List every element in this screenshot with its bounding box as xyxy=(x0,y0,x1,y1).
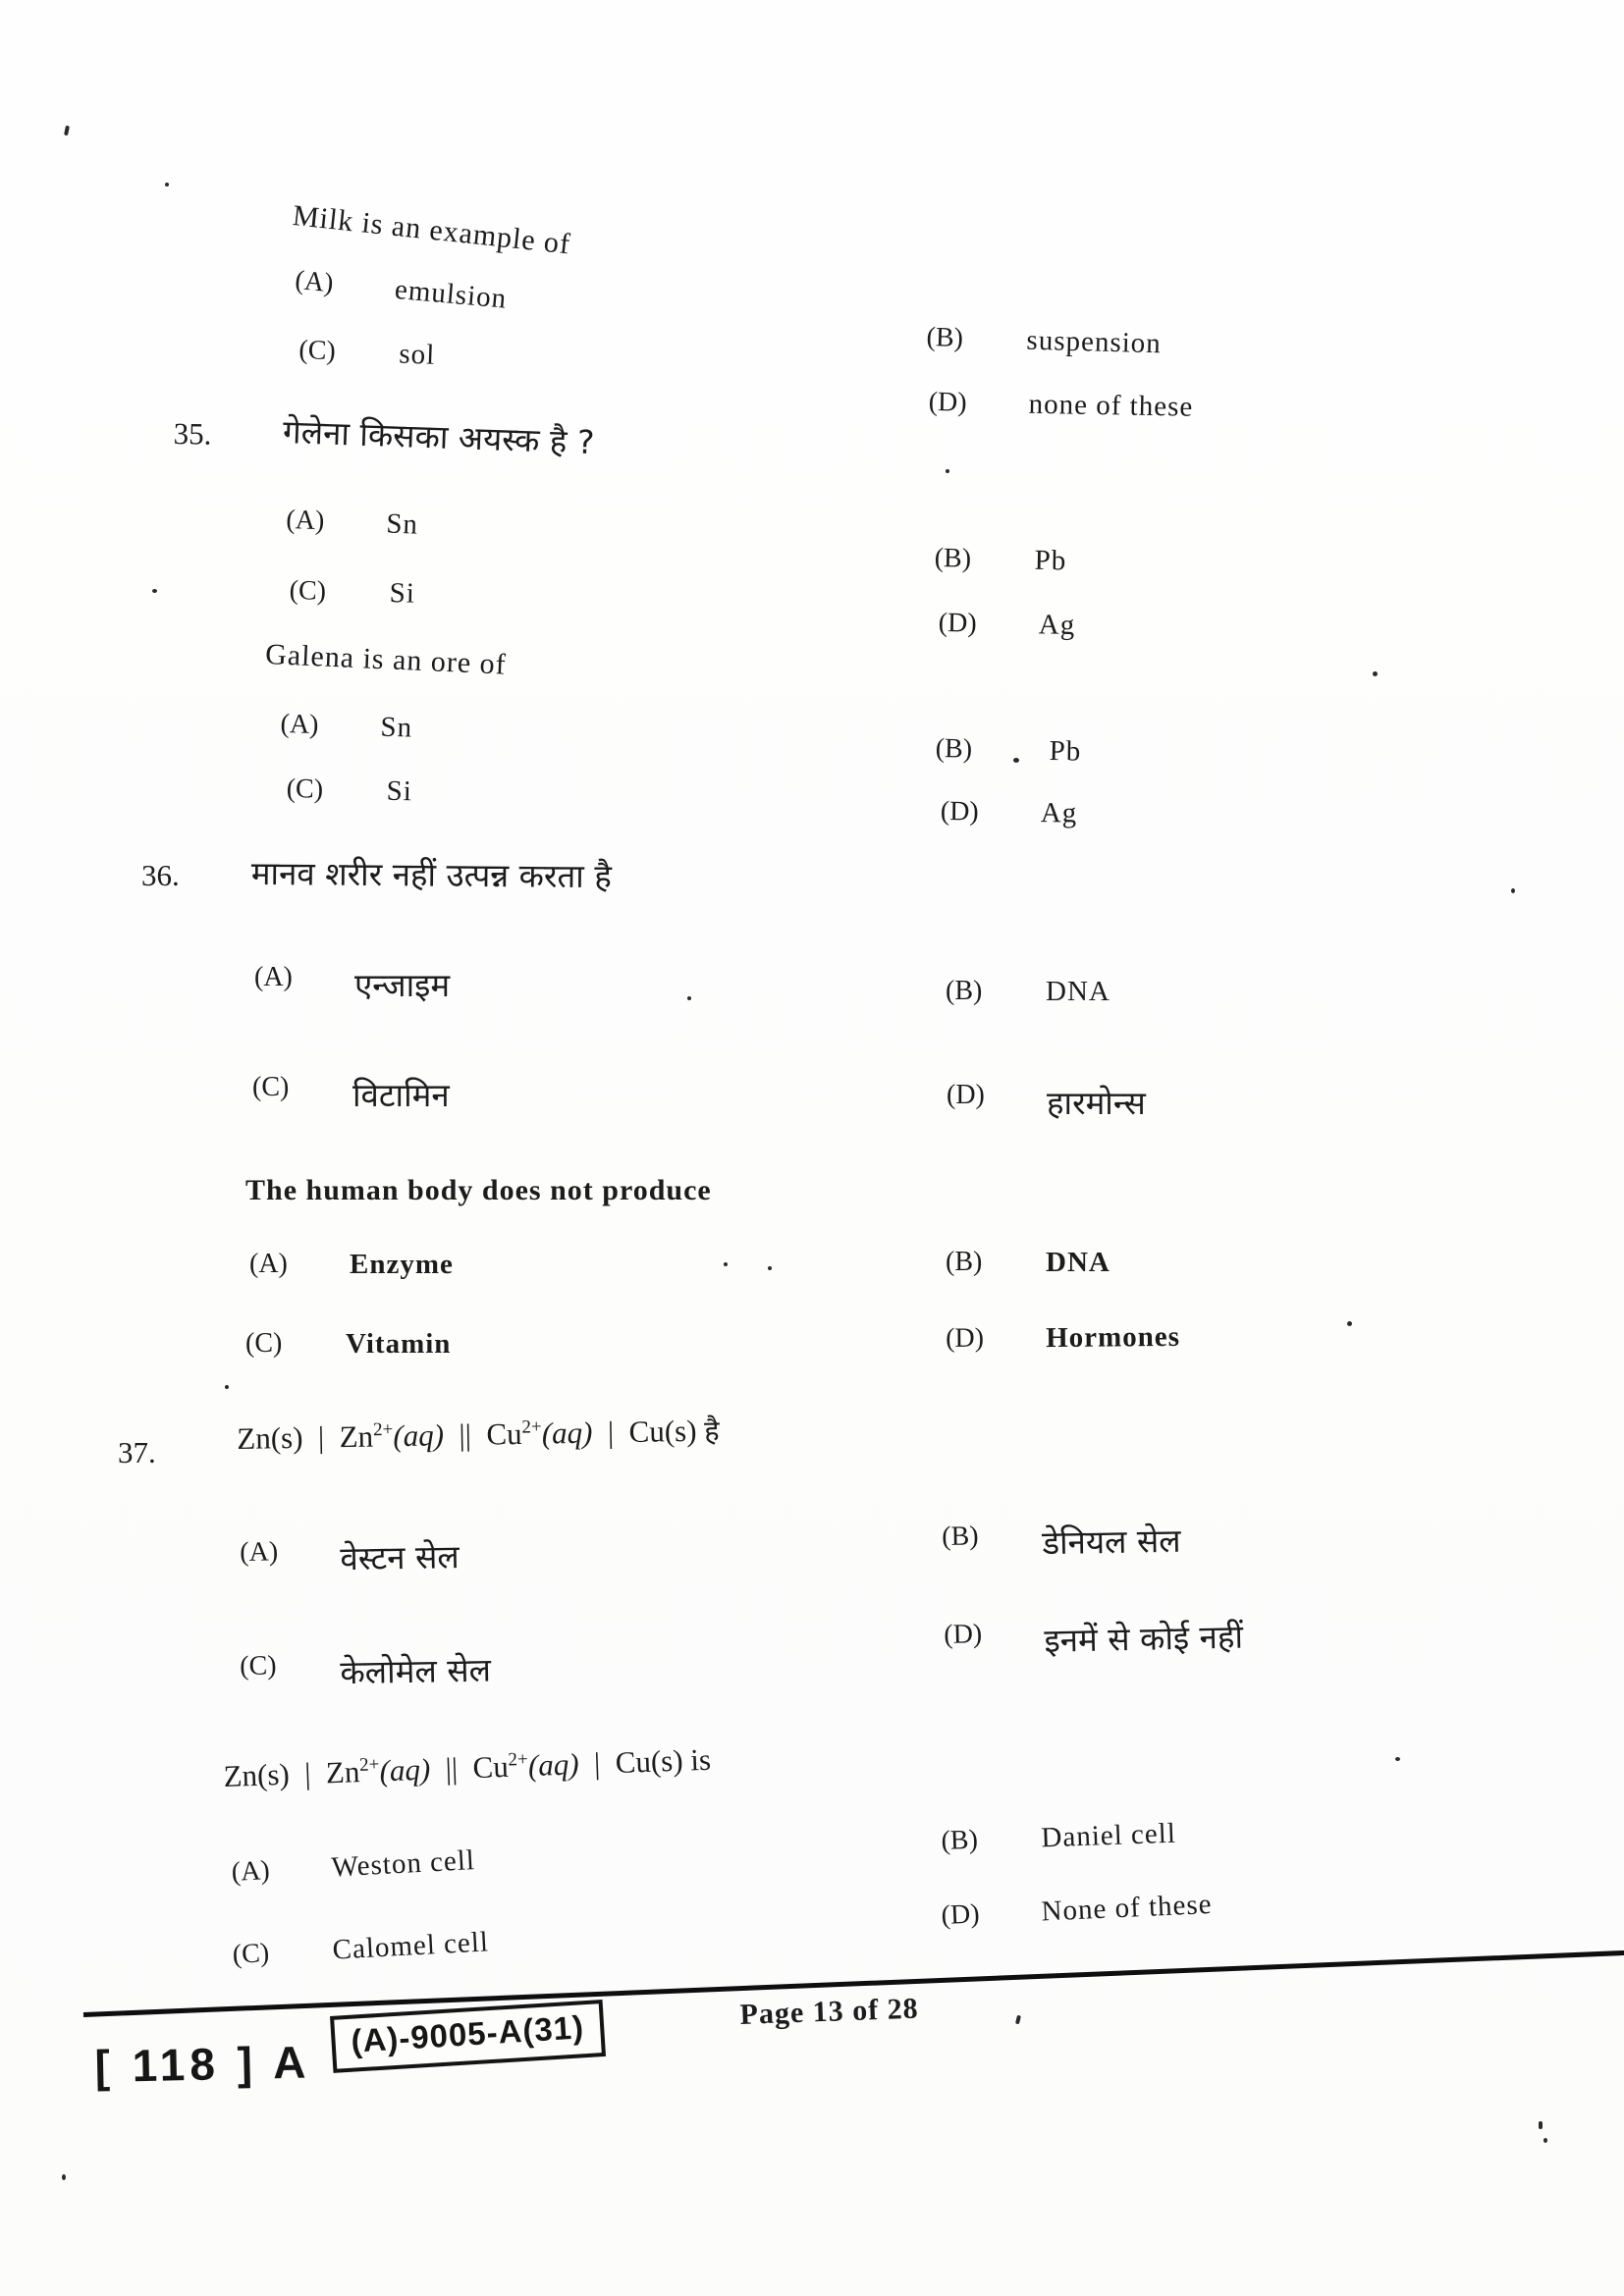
page-number: Page 13 of 28 xyxy=(739,1992,920,2031)
scan-speck xyxy=(225,1385,229,1389)
q34-option-c xyxy=(298,335,436,372)
booklet-series-label: [ 118 ] A xyxy=(94,2036,311,2092)
option-text: suspension xyxy=(1026,324,1163,360)
scan-speck xyxy=(62,2174,66,2180)
option-text: वेस्टन सेल xyxy=(340,1537,460,1578)
option-text: Pb xyxy=(1034,544,1067,577)
formula-part: (aq) xyxy=(378,1751,431,1789)
option-text: sol xyxy=(398,338,436,371)
option-text: इनमें से कोई नहीं xyxy=(1044,1617,1244,1660)
option-letter: (B) xyxy=(941,1824,979,1856)
q35-hi-option-b xyxy=(934,543,1066,577)
q37-en-option-b xyxy=(941,1818,1176,1858)
scan-speck xyxy=(724,1262,728,1266)
option-letter: (C) xyxy=(240,1650,277,1682)
option-letter: (A) xyxy=(294,265,335,299)
q37-hi-option-b xyxy=(942,1518,1181,1566)
option-letter: (A) xyxy=(231,1854,271,1888)
option-letter: (A) xyxy=(280,709,319,741)
q35-en-option-d xyxy=(941,796,1078,829)
q34-option-d xyxy=(928,387,1193,424)
scan-speck xyxy=(1373,671,1378,676)
option-text: Pb xyxy=(1049,735,1082,768)
paper-code-box xyxy=(330,2000,606,2073)
q35-en-option-b xyxy=(935,733,1081,769)
option-letter: (D) xyxy=(938,608,977,639)
q37-hi-option-a xyxy=(240,1533,460,1581)
option-text: DNA xyxy=(1046,1247,1110,1278)
option-letter: (C) xyxy=(286,774,324,805)
q36-prompt-hindi: मानव शरीर नहीं उत्पन्न करता है xyxy=(250,853,612,896)
q37-hi-option-c xyxy=(240,1647,491,1695)
option-text: Hormones xyxy=(1045,1320,1181,1355)
option-letter: (D) xyxy=(941,1898,981,1931)
option-letter: (D) xyxy=(947,1080,985,1110)
scan-speck xyxy=(946,469,949,473)
q36-en-option-d xyxy=(946,1321,1180,1356)
q36-hi-option-b xyxy=(946,976,1110,1008)
q35-prompt-en: Galena is an ore of xyxy=(264,638,508,681)
option-letter: (D) xyxy=(946,1322,985,1354)
option-text: एन्जाइम xyxy=(354,966,451,1004)
option-letter: (D) xyxy=(944,1619,983,1650)
option-text: Vitamin xyxy=(346,1328,452,1360)
q37-en-option-c xyxy=(232,1926,490,1972)
q37-cell-notation-hindi xyxy=(237,1411,720,1458)
q36-en-option-c xyxy=(245,1328,451,1361)
scan-speck xyxy=(1015,2015,1021,2025)
scan-speck xyxy=(1543,2138,1547,2143)
q34-prompt-en: Milk is an example of xyxy=(291,199,572,261)
paper-code: (A)-9005-A(31) xyxy=(350,2008,585,2059)
scan-speck xyxy=(1539,2121,1543,2129)
q37-cell-notation-en xyxy=(223,1742,712,1794)
option-text: केलोमेल सेल xyxy=(340,1650,492,1692)
q34-option-a xyxy=(294,265,508,316)
option-text: डेनियल सेल xyxy=(1042,1521,1181,1563)
q37-en-option-d xyxy=(941,1889,1213,1933)
option-letter: (A) xyxy=(254,962,293,992)
option-text: Sn xyxy=(385,507,419,541)
q37-en-option-a xyxy=(231,1844,476,1890)
formula-part: || Cu xyxy=(443,1415,522,1453)
option-text: None of these xyxy=(1040,1888,1214,1928)
formula-part: | Cu(s) xyxy=(592,1413,705,1450)
q35-prompt-hindi: गेलेना किसका अयस्क है ? xyxy=(282,411,596,462)
option-text: Si xyxy=(386,774,413,808)
superscript: 2+ xyxy=(521,1416,542,1438)
scan-speck xyxy=(1395,1757,1400,1761)
formula-tail: is xyxy=(689,1741,712,1778)
option-letter: (B) xyxy=(946,976,983,1006)
q34-option-b xyxy=(926,322,1162,360)
option-letter: (D) xyxy=(940,796,979,828)
option-letter: (C) xyxy=(252,1072,290,1102)
option-text: हारमोन्स xyxy=(1047,1084,1146,1122)
q35-en-option-a xyxy=(280,709,412,745)
option-letter: (B) xyxy=(934,543,972,574)
option-text: Calomel cell xyxy=(331,1926,490,1966)
scan-speck xyxy=(165,183,169,187)
q35-hi-option-a xyxy=(286,505,419,542)
formula-part: Zn(s) | Zn xyxy=(223,1754,360,1793)
q36-hi-option-d xyxy=(947,1080,1146,1124)
option-letter: (D) xyxy=(928,387,967,418)
option-text: Weston cell xyxy=(330,1844,476,1884)
option-letter: (B) xyxy=(935,733,973,765)
q35-hi-option-d xyxy=(939,608,1076,642)
formula-part: (aq) xyxy=(541,1415,593,1451)
scan-speck xyxy=(687,996,691,1000)
scan-speck xyxy=(152,589,157,593)
formula-tail: है xyxy=(703,1414,720,1448)
formula-part: || Cu xyxy=(429,1748,510,1787)
option-letter: (C) xyxy=(232,1938,270,1970)
q37-number: 37. xyxy=(118,1435,156,1469)
option-text: DNA xyxy=(1046,976,1110,1007)
scan-speck xyxy=(64,126,70,136)
option-text: Enzyme xyxy=(350,1249,454,1280)
option-text: Ag xyxy=(1038,609,1076,641)
q36-hi-option-c xyxy=(252,1072,450,1116)
q35-en-option-c xyxy=(286,774,412,808)
formula-part: Zn(s) | Zn xyxy=(237,1418,374,1456)
option-letter: (C) xyxy=(298,335,337,367)
option-letter: (C) xyxy=(245,1328,283,1359)
scan-speck xyxy=(768,1266,772,1270)
superscript: 2+ xyxy=(372,1418,394,1441)
scan-speck xyxy=(1347,1321,1352,1326)
option-text: Daniel cell xyxy=(1040,1817,1177,1854)
option-letter: (A) xyxy=(240,1536,279,1568)
q36-en-option-a xyxy=(249,1249,454,1281)
option-letter: (A) xyxy=(249,1249,288,1279)
q37-hi-option-d xyxy=(944,1614,1243,1664)
option-text: Si xyxy=(389,577,416,610)
q35-hi-option-c xyxy=(289,575,415,611)
option-letter: (A) xyxy=(285,505,325,537)
formula-part: (aq) xyxy=(527,1746,580,1784)
option-text: Sn xyxy=(380,711,413,744)
option-letter: (C) xyxy=(289,575,327,607)
superscript: 2+ xyxy=(358,1754,380,1776)
q36-hi-option-a xyxy=(254,962,450,1006)
option-letter: (B) xyxy=(942,1521,979,1552)
option-letter: (B) xyxy=(926,322,964,353)
option-text: Ag xyxy=(1040,797,1078,829)
q36-number: 36. xyxy=(141,858,180,892)
q35-number: 35. xyxy=(173,416,212,452)
scan-speck xyxy=(1511,888,1515,893)
option-text: विटामिन xyxy=(352,1076,450,1114)
option-text: none of these xyxy=(1028,388,1194,423)
q36-en-option-b xyxy=(946,1247,1110,1279)
q36-prompt-en: The human body does not produce xyxy=(245,1174,712,1206)
option-letter: (B) xyxy=(946,1247,983,1277)
formula-part: | Cu(s) xyxy=(577,1742,691,1782)
formula-part: (aq) xyxy=(393,1417,445,1454)
option-text: emulsion xyxy=(393,273,509,315)
superscript: 2+ xyxy=(508,1748,529,1771)
